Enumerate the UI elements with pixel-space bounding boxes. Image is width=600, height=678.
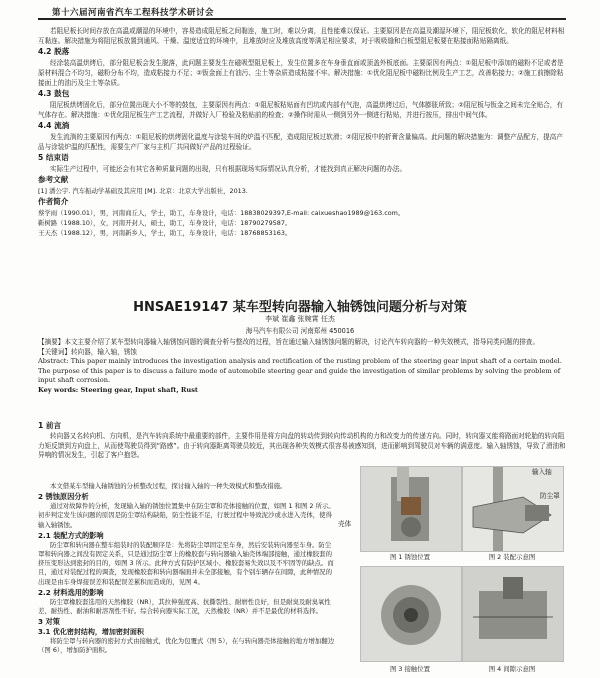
paragraph: 通过对故障件的分析，发现输入轴的锈蚀位置集中在防尘罩和壳体接触的位置，如图 1 和图 2 所示。初步判定发生该问题的原因是防尘罩结构缺陷，防尘性能不足，行驶过程中导致泥沙或水进入壳体，使得输入轴锈蚀。	[38, 502, 335, 529]
rust-location-illustration	[361, 467, 461, 551]
journal-header-title: 第十六届河南省汽车工程科技学术研讨会	[52, 8, 215, 18]
article-title: HNSAE19147 某车型转向器输入轴锈蚀问题分析与对策	[133, 300, 467, 315]
previous-article-section	[38, 26, 566, 238]
paragraph: 防尘罩橡胶套选用的天然橡胶（NR），其拉伸强度高、抗撕裂性、耐磨性良好，但是耐臭及耐臭氧性差、耐热性、耐油和耐溶剂性不好。综合转向器实际工况，天然橡胶（NR）并不是最优的材料选择。	[38, 597, 331, 616]
section-heading: 4.4 流淌	[38, 121, 70, 130]
paragraph: 实际生产过程中，可能还会有其它各种质量问题的出现，只有根据现场实际情况认真分析，才能找到真正解决问题的办法。	[50, 165, 407, 173]
keywords-cn: 【关键词】转向器，输入轴，锈蚀	[38, 347, 137, 356]
introduction-section	[38, 420, 568, 461]
label-dust-cover: 防尘罩	[540, 492, 560, 500]
article-affiliation: 海马汽车有限公司 河南郑州 450016	[245, 327, 355, 335]
reference-item: [1] 潘公宇. 汽车振动学基础及其应用 [M]. 北京：北京大学出版社，2013.	[38, 187, 248, 195]
body-left-column	[38, 482, 336, 656]
section-heading: 2 锈蚀原因分析	[38, 492, 89, 502]
paragraph: 将防尘罩与转向器的密封方式由接触式，优化为包覆式（图 5），在与转向器壳体接触的地方增加翻边（图 6），增加防护面积。	[38, 637, 335, 655]
paragraph: 经涂装高温烘烤后，部分阻尼板会发生脱落，此问题主要发生在磁吸型阻尼板上，发生位置多在车身垂直面或顶盖外板底面。主要原因有两点：①阻尼板中添加的磁粉不足或者是原材料混合不均匀，磁粉分布不均，造成粘接力不足；②钣金面上有油污、尘土等杂质造成粘接不牢。解决措施：①优化阻尼板中磁粉比例及生产工艺，改善粘接力；②施工前擦除粘接面上的油污及尘土等杂质。	[38, 59, 564, 87]
subsection-heading: 3.1 优化密封结构，增加密封面积	[38, 628, 144, 637]
gap-diagram-illustration	[463, 567, 563, 661]
section-heading: 4.2 脱落	[38, 47, 70, 56]
figure2-caption: 图 2 装配示意图	[488, 553, 536, 561]
paragraph: 若阻尼板长时间存放在高温或潮湿的环境中，容易造成阻尼板之间黏连，施工时，难以分离，且性能难以保证。主要原因是在高温及潮湿环境下，阻尼板软化，软化的阻尼材料相互黏连。解决措施为将阻尼板放置到通风、干燥、温度适宜的环境中，且堆放时应及堆放高度等满足相应要求，对于吸吸缝和白板型阻尼板要在粘接面粘贴隔离纸。	[38, 27, 565, 45]
abstract-en: Abstract: This paper mainly introduces the investigation analysis and rectification of the rusting problem of the steering gear input shaft of a certain model. The purpose of this paper is to discuss a failure mode of automobile steering gear and guide the investigation of similar problems by solving the problem of input shaft corrosion.	[38, 357, 562, 384]
section-heading: 5 结束语	[38, 153, 69, 162]
figure-gap-diagram	[462, 566, 564, 662]
author-bio-title: 作者简介	[38, 197, 69, 206]
figure-rust-location	[360, 466, 462, 552]
author-bio: 蔡学雨（1990.01），男，河南商丘人，学士，助工，车身设计，电话：18838029397,E-mail: caixueshao1989@163.com。	[38, 209, 405, 217]
label-input-shaft: 输入轴	[532, 468, 552, 476]
section-heading: 2.2 材料选用的影响	[38, 587, 104, 597]
article-authors: 李斌 崔鑫 张婉霄 任杰	[265, 315, 335, 323]
paragraph: 发生流淌的主要原因有两点：①阻尼板的烘烤固化温度与涂装车间的炉温不匹配，造成阻尼板过软滑；②阻尼板中的折膏含量偏高。此问题的解决措施为：调整产品配方，提高产品与涂装炉温的匹配性，需要生产厂家与主机厂共同做好产品的过程验证。	[38, 133, 563, 151]
figure3-caption: 图 3 接触位置	[389, 665, 431, 673]
section-heading: 3 对策	[38, 617, 60, 627]
paragraph: 阻尼板烘烤固化后，部分位置出现大小不等的鼓包，主要原因有两点：①阻尼板粘贴面有凹坑或内部有气泡，高温烘烤过后，气体膨胀所致；②阻尼板与钣金之间未完全贴合，有气体存在。解决措施：①优化阻尼板生产工艺流程，并做好入厂检验及粘贴前的检查；②操作时需从一侧到另外一侧进行粘贴，并进行按压，排出中间气体。	[38, 101, 563, 119]
figure1-caption: 图 1 锈蚀位置	[389, 553, 431, 561]
author-bio: 靳树路（1988.10），女，河南开封人，硕士，助工，车身设计，电话：18790279587。	[38, 219, 292, 227]
figure4-caption: 图 4 间隙示意图	[488, 665, 536, 673]
section-heading: 4.3 鼓包	[38, 89, 70, 98]
label-housing: 壳体	[338, 520, 352, 528]
author-bio: 王天杰（1988.12），男，河南新乡人，学士，助工，车身设计，电话：18768853163。	[38, 229, 292, 237]
section-heading: 2.1 装配方式的影响	[38, 530, 104, 540]
section-heading: 1 前言	[38, 421, 62, 430]
paragraph: 转向器又名转向机、方向机，是汽车转向系统中最重要的部件，主要作用是将方向盘的转动传到转向传动机构的力和改变力的传递方向。同时，转向器又能将路面对轮胎的转向阻力矩反馈到方向盘上，从而使驾驶员得到“路感”。由于转向器距离驾驶员较近，其出现各种失效模式很容易被感知到，进而影响到驾驶员对车辆的满意度。输入轴锈蚀，导致了滑油和异响的情况发生，引起了客户抱怨。	[38, 432, 566, 459]
references-title: 参考文献	[38, 175, 69, 184]
keywords-en: Key words: Steering gear, Input shaft, Rust	[38, 385, 198, 394]
contact-position-illustration	[361, 567, 461, 661]
page-header	[0, 0, 600, 22]
figure-assembly	[462, 466, 564, 552]
abstract-cn: 【摘要】本文主要介绍了某车型转向器输入轴锈蚀问题的调查分析与整改的过程，旨在通过输入轴锈蚀问题的解决，讨论汽车转向器的一种失效模式，指导同类问题的排查。	[38, 338, 540, 346]
paragraph: 防尘罩和转向器在整车组装时的装配顺序是：先将防尘罩固定至车身，然后安装转向器至车身。防尘罩和转向器之间没有固定关系，只是通过防尘罩上的橡胶套与转向器输入轴壳体端部接触，通过橡胶套的挤压变形达到密封的目的，如图 3 所示。此种方式有防护区域小、橡胶套易失效以及不牢固等的缺点。而且，通过对装配过程的调查，发现橡胶套和转向器端面并未全部接触，有个别车辆存在间隙，此种情况的出现是由车身焊接误差和装配误差累积而造成的，见图 4。	[38, 540, 334, 586]
paragraph: 本文借某车型输入轴锈蚀的分析整改过程，探讨输入轴的一种失效模式和整改措施。	[50, 482, 287, 490]
figure-contact-position	[360, 566, 462, 662]
header-divider	[38, 18, 566, 20]
assembly-illustration	[463, 467, 563, 551]
abstract-block	[38, 338, 568, 395]
